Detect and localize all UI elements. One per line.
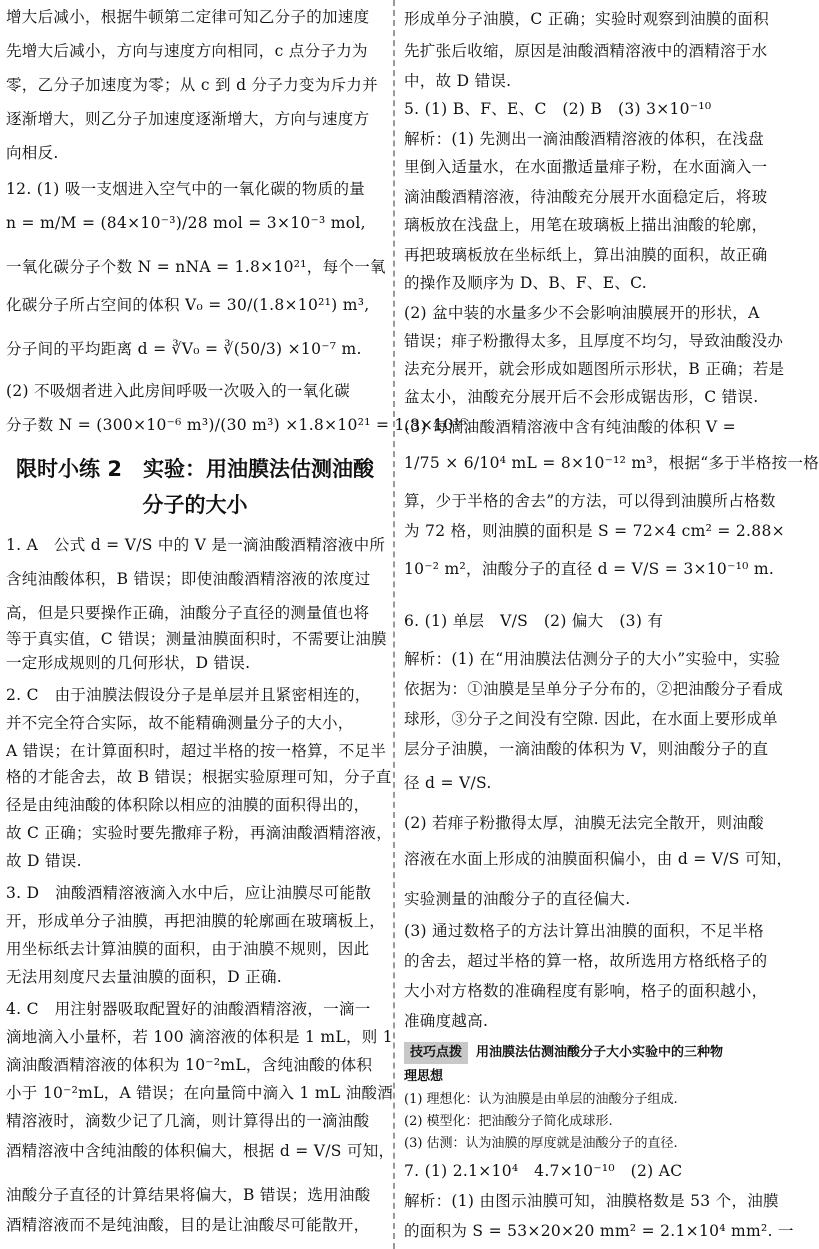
text-line: 向相反. <box>6 144 59 162</box>
text-line: (2) 不吸烟者进入此房间呼吸一次吸入的一氧化碳 <box>6 382 351 400</box>
formula-line: 10⁻² m²，油酸分子的直径 d = V/S = 3×10⁻¹⁰ m. <box>404 560 775 578</box>
text-line: 先增大后减小，方向与速度方向相同，c 点分子力为 <box>6 42 368 60</box>
text-line: 实验测量的油酸分子的直径偏大. <box>404 890 631 908</box>
text-line: 为 72 格，则油膜的面积是 S = 72×4 cm² = 2.88× <box>404 522 785 540</box>
text-line: 滴油酸酒精溶液，待油酸充分展开水面稳定后，将玻 <box>404 188 768 206</box>
text-line: 依据为：①油膜是呈单分子分布的，②把油酸分子看成 <box>404 680 784 698</box>
text-line: 先扩张后收缩，原因是油酸酒精溶液中的酒精溶于水 <box>404 42 768 60</box>
text-line: 小于 10⁻²mL，A 错误；在向量筒中滴入 1 mL 油酸酒 <box>6 1084 394 1102</box>
text-line: 无法用刻度尺去量油膜的面积，D 正确. <box>6 968 282 986</box>
text-line: 一定形成规则的几何形状，D 错误. <box>6 654 251 672</box>
text-line: 盆太小，油酸充分展开后不会形成锯齿形，C 错误. <box>404 388 759 406</box>
text-line: 大小对方格数的准确程度有影响，格子的面积越小， <box>404 982 768 1000</box>
formula-line: 径 d = V/S. <box>404 774 492 792</box>
text-line: 的操作及顺序为 D、B、F、E、C. <box>404 274 647 292</box>
section-title: 限时小练 2 实验：用油膜法估测油酸 <box>16 457 374 481</box>
text-line: 璃板放在浅盘上，用笔在玻璃板上描出油酸的轮廓， <box>404 216 768 234</box>
text-line: 12. (1) 吸一支烟进入空气中的一氧化碳的物质的量 <box>6 180 366 198</box>
text-line: 层分子油膜，一滴油酸的体积为 V，则油酸分子的直 <box>404 740 769 758</box>
text-line: 逐渐增大，则乙分子加速度逐渐增大，方向与速度方 <box>6 110 370 128</box>
tip-item: (1) 理想化：认为油膜是由单层的油酸分子组成. <box>404 1092 678 1107</box>
text-line: 零，乙分子加速度为零；从 c 到 d 分子力变为斥力并 <box>6 76 378 94</box>
tip-item: (2) 模型化：把油酸分子简化成球形. <box>404 1114 613 1129</box>
answer-line: 7. (1) 2.1×10⁴ 4.7×10⁻¹⁰ (2) AC <box>404 1162 683 1180</box>
formula-line: 分子间的平均距离 d = ∛V₀ = ∛(50/3) ×10⁻⁷ m. <box>6 340 362 358</box>
answer-line: 5. (1) B、F、E、C (2) B (3) 3×10⁻¹⁰ <box>404 100 712 118</box>
text-line: (3) 每滴油酸酒精溶液中含有纯油酸的体积 V = <box>404 418 736 436</box>
text-line: 增大后减小，根据牛顿第二定律可知乙分子的加速度 <box>6 8 370 26</box>
text-line: 一氧化碳分子个数 N = nNA = 1.8×10²¹，每个一氧 <box>6 258 386 276</box>
answer-line: 1. A 公式 d = V/S 中的 V 是一滴油酸酒精溶液中所 <box>6 536 386 554</box>
text-line: 格的才能舍去，故 B 错误；根据实验原理可知，分子直 <box>6 768 392 786</box>
column-divider <box>393 0 395 1249</box>
text-line: 开，形成单分子油膜，再把油膜的轮廓画在玻璃板上， <box>6 912 386 930</box>
text-line: 球形，③分子之间没有空隙. 因此，在水面上要形成单 <box>404 710 778 728</box>
answer-line: 4. C 用注射器吸取配置好的油酸酒精溶液，一滴一 <box>6 1000 371 1018</box>
formula-line: n = m/M = (84×10⁻³)/28 mol = 3×10⁻³ mol, <box>6 214 366 232</box>
text-line: 故 C 正确；实验时要先撒痱子粉，再滴油酸酒精溶液， <box>6 824 393 842</box>
answer-line: 3. D 油酸酒精溶液滴入水中后，应让油膜尽可能散 <box>6 884 372 902</box>
answer-line: 6. (1) 单层 V/S (2) 偏大 (3) 有 <box>404 612 664 630</box>
text-line: 解析：(1) 在“用油膜法估测分子的大小”实验中，实验 <box>404 650 781 668</box>
tip-badge: 技巧点拨 <box>404 1042 468 1064</box>
section-title: 分子的大小 <box>142 493 248 517</box>
text-line: 酒精溶液而不是纯油酸，目的是让油酸尽可能散开， <box>6 1216 370 1234</box>
text-line: 解析：(1) 先测出一滴油酸酒精溶液的体积，在浅盘 <box>404 130 764 148</box>
text-line: 算，少于半格的舍去”的方法，可以得到油膜所占格数 <box>404 492 776 510</box>
text-line: 解析：(1) 由图示油膜可知，油膜格数是 53 个，油膜 <box>404 1192 779 1210</box>
tip-heading-cont <box>404 1066 784 1087</box>
text-line: 错误；痱子粉撒得太多，且厚度不均匀，导致油酸没办 <box>404 332 784 350</box>
text-line: 高，但是只要操作正确，油酸分子直径的测量值也将 <box>6 604 370 622</box>
text-line: 用坐标纸去计算油膜的面积，由于油膜不规则，因此 <box>6 940 370 958</box>
text-line: 精溶液时，滴数少记了几滴，则计算得出的一滴油酸 <box>6 1112 370 1130</box>
text-line: (2) 盆中装的水量多少不会影响油膜展开的形状，A <box>404 304 760 322</box>
text-line: 滴地滴入小量杯，若 100 滴溶液的体积是 1 mL，则 1 <box>6 1028 393 1046</box>
text-line: 法充分展开，就会形成如题图所示形状，B 正确；若是 <box>404 360 785 378</box>
text-line: 等于真实值，C 错误；测量油膜面积时，不需要让油膜 <box>6 630 387 648</box>
tip-title: 用油膜法估测油酸分子大小实验中的三种物 <box>476 1045 724 1060</box>
text-line: (3) 通过数格子的方法计算出油膜的面积，不足半格 <box>404 922 764 940</box>
text-line: 故 D 错误. <box>6 852 82 870</box>
text-line: 径是由纯油酸的体积除以相应的油膜的面积得出的， <box>6 796 370 814</box>
text-line: 并不完全符合实际，故不能精确测量分子的大小， <box>6 714 354 732</box>
tip-heading <box>404 1042 784 1064</box>
tip-title-cont: 理思想 <box>404 1069 444 1084</box>
answer-line: 2. C 由于油膜法假设分子是单层并且紧密相连的， <box>6 686 371 704</box>
text-line: 形成单分子油膜，C 正确；实验时观察到油膜的面积 <box>404 10 769 28</box>
text-line: 中，故 D 错误. <box>404 72 512 90</box>
formula-line: 分子数 N = (300×10⁻⁶ m³)/(30 m³) ×1.8×10²¹ = 1.8×10¹⁶. <box>6 416 472 434</box>
formula-line: 酒精溶液中含纯油酸的体积偏大，根据 d = V/S 可知， <box>6 1142 395 1160</box>
tip-item: (3) 估测：认为油膜的厚度就是油酸分子的直径. <box>404 1136 678 1151</box>
text-line: 的舍去，超过半格的算一格，故所选用方格纸格子的 <box>404 952 768 970</box>
text-line: 含纯油酸体积，B 错误；即使油酸酒精溶液的浓度过 <box>6 570 371 588</box>
formula-line: 化碳分子所占空间的体积 V₀ = 30/(1.8×10²¹) m³, <box>6 296 370 314</box>
text-line: 再把玻璃板放在坐标纸上，算出油膜的面积，故正确 <box>404 246 768 264</box>
text-line: 准确度越高. <box>404 1012 489 1030</box>
text-line: A 错误；在计算面积时，超过半格的按一格算，不足半 <box>6 742 387 760</box>
text-line: 滴油酸酒精溶液的体积为 10⁻²mL，含纯油酸的体积 <box>6 1056 373 1074</box>
text-line: 里倒入适量水，在水面撒适量痱子粉，在水面滴入一 <box>404 158 768 176</box>
formula-line: 1/75 × 6/10⁴ mL = 8×10⁻¹² m³，根据“多于半格按一格 <box>404 454 819 472</box>
text-line: 的面积为 S = 53×20×20 mm² = 2.1×10⁴ mm². 一 <box>404 1222 794 1240</box>
formula-line: 溶液在水面上形成的油膜面积偏小，由 d = V/S 可知， <box>404 850 793 868</box>
text-line: (2) 若痱子粉撒得太厚，油膜无法完全散开，则油酸 <box>404 814 764 832</box>
text-line: 油酸分子直径的计算结果将偏大，B 错误；选用油酸 <box>6 1186 371 1204</box>
